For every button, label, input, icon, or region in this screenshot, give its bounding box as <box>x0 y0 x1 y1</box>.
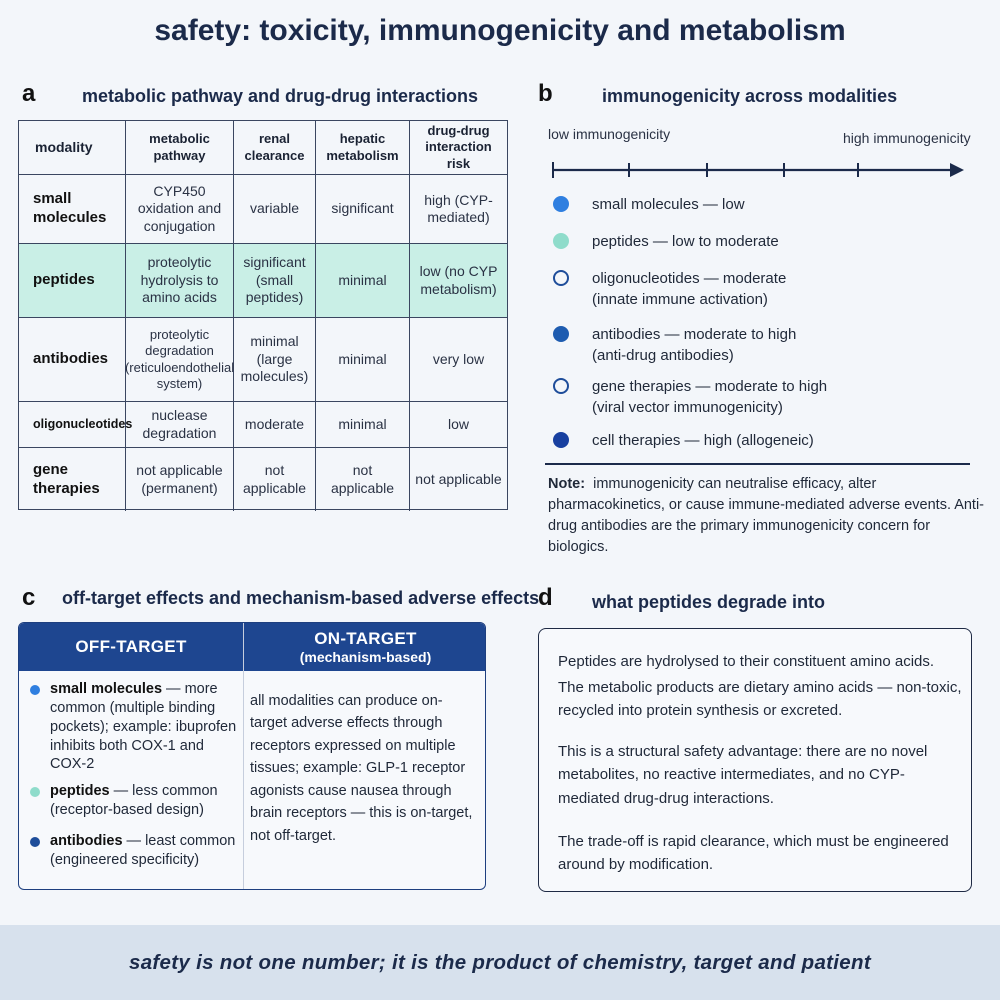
legend-item <box>553 268 786 310</box>
panel-b-letter: b <box>538 80 553 107</box>
table-row-label: oligonucleotides <box>19 402 126 448</box>
note-label: Note: <box>548 476 586 492</box>
item-text: — more common (multiple binding pockets); example: ibuprofen inhibits both COX-1 and COX-2 <box>50 681 237 773</box>
legend-label: antibodies — moderate to high <box>592 326 797 343</box>
panel-c-letter: c <box>22 584 36 611</box>
legend-label: cell therapies — high (allogeneic) <box>592 432 814 449</box>
legend-sublabel: (anti-drug antibodies) <box>592 347 734 364</box>
table-header: drug-drug interaction risk <box>410 121 507 175</box>
legend-sublabel: (viral vector immunogenicity) <box>592 399 783 416</box>
immunogenicity-note <box>548 474 988 558</box>
table-cell: significant (small peptides) <box>234 244 316 318</box>
panel-d-heading: what peptides degrade into <box>592 592 826 612</box>
marker-dot <box>553 432 569 448</box>
off-target-item <box>30 832 242 870</box>
marker-ring <box>553 270 569 286</box>
marker-dot <box>30 787 40 797</box>
table-cell: significant <box>316 175 410 244</box>
table-cell: high (CYP-mediated) <box>410 175 507 244</box>
on-target-header <box>244 623 486 671</box>
item-label: small molecules <box>50 681 163 697</box>
column-divider <box>243 623 244 890</box>
legend-item <box>553 324 796 366</box>
footer-banner <box>0 925 1000 1000</box>
legend-item <box>553 194 745 215</box>
legend-sublabel: (innate immune activation) <box>592 291 768 308</box>
table-cell: not applicable <box>316 448 410 511</box>
panel-c-heading: off-target effects and mechanism-based adverse effects <box>62 588 540 608</box>
legend-item <box>553 376 827 418</box>
paragraph: This is a structural safety advantage: there are no novel metabolites, no reactive intermediates, and no CYP-mediated drug-drug interactions. <box>558 743 928 807</box>
note-divider <box>545 463 970 465</box>
table-row-label: peptides <box>19 244 126 318</box>
table-cell: very low <box>410 318 507 402</box>
table-row-label: small molecules <box>19 175 126 244</box>
metabolism-table <box>18 120 508 510</box>
panel-a-heading: metabolic pathway and drug-drug interactions <box>82 86 479 106</box>
panel-b-heading: immunogenicity across modalities <box>602 86 898 106</box>
page-title: safety: toxicity, immunogenicity and metabolism <box>154 14 846 47</box>
table-header: renal clearance <box>234 121 316 175</box>
table-cell: CYP450 oxidation and conjugation <box>126 175 234 244</box>
legend-item <box>553 231 779 252</box>
table-cell: not applicable (permanent) <box>126 448 234 511</box>
footer-text: safety is not one number; it is the product of chemistry, target and patient <box>129 950 871 974</box>
item-label: peptides <box>50 783 110 799</box>
legend-label: gene therapies — moderate to high <box>592 378 828 395</box>
marker-dot <box>553 233 569 249</box>
marker-ring <box>553 378 569 394</box>
table-header: modality <box>19 121 126 175</box>
table-cell: low <box>410 402 507 448</box>
on-target-text: all modalities can produce on-target adverse effects through receptors expressed on multiple tissues; example: GLP-1 receptor agonists cause nausea through brain receptors — this is on-target, not off-target. <box>250 693 473 844</box>
table-cell: low (no CYP metabolism) <box>410 244 507 318</box>
table-cell: proteolytic degradation (reticuloendothelial system) <box>126 318 234 402</box>
marker-dot <box>30 685 40 695</box>
marker-dot <box>30 837 40 847</box>
axis-low-label: low immunogenicity <box>548 126 671 142</box>
off-target-header <box>19 623 243 671</box>
immunogenicity-axis <box>548 155 968 185</box>
table-cell: moderate <box>234 402 316 448</box>
legend-label: small molecules — low <box>592 196 745 213</box>
table-cell: not applicable <box>234 448 316 511</box>
table-row-label: gene therapies <box>19 448 126 511</box>
table-cell: nuclease degradation <box>126 402 234 448</box>
off-target-item <box>30 680 242 774</box>
paragraph: The trade-off is rapid clearance, which must be engineered around by modification. <box>558 833 949 874</box>
off-target-title: OFF-TARGET <box>75 637 187 656</box>
paragraph: The metabolic products are dietary amino acids — non-toxic, recycled into protein synthesis or excreted. <box>558 679 962 720</box>
legend-label: peptides — low to moderate <box>592 233 779 250</box>
off-target-item <box>30 782 242 820</box>
table-cell: minimal (large molecules) <box>234 318 316 402</box>
axis-high-label: high immunogenicity <box>843 130 971 146</box>
paragraph: Peptides are hydrolysed to their constituent amino acids. <box>558 653 935 670</box>
marker-dot <box>553 326 569 342</box>
table-cell: variable <box>234 175 316 244</box>
table-header: hepatic metabolism <box>316 121 410 175</box>
table-header: metabolic pathway <box>126 121 234 175</box>
table-row-label: antibodies <box>19 318 126 402</box>
legend-item <box>553 430 814 451</box>
item-text: — least common (engineered specificity) <box>50 833 236 868</box>
on-target-subtitle: (mechanism-based) <box>299 649 432 665</box>
on-target-title: ON-TARGET <box>314 629 417 648</box>
table-cell: minimal <box>316 244 410 318</box>
marker-dot <box>553 196 569 212</box>
panel-d-letter: d <box>538 584 553 611</box>
table-cell: not applicable <box>415 470 502 487</box>
note-text: immunogenicity can neutralise efficacy, alter pharmacokinetics, or cause immune-mediated adverse events. Anti-drug antibodies are the primary immunogenicity concern for biologics. <box>548 476 985 556</box>
table-cell: proteolytic hydrolysis to amino acids <box>126 244 234 318</box>
panel-a-letter: a <box>22 80 36 107</box>
item-label: antibodies <box>50 833 123 849</box>
table-cell: minimal <box>316 402 410 448</box>
table-cell: minimal <box>316 318 410 402</box>
legend-label: oligonucleotides — moderate <box>592 270 787 287</box>
item-text: — less common (receptor-based design) <box>50 783 218 818</box>
